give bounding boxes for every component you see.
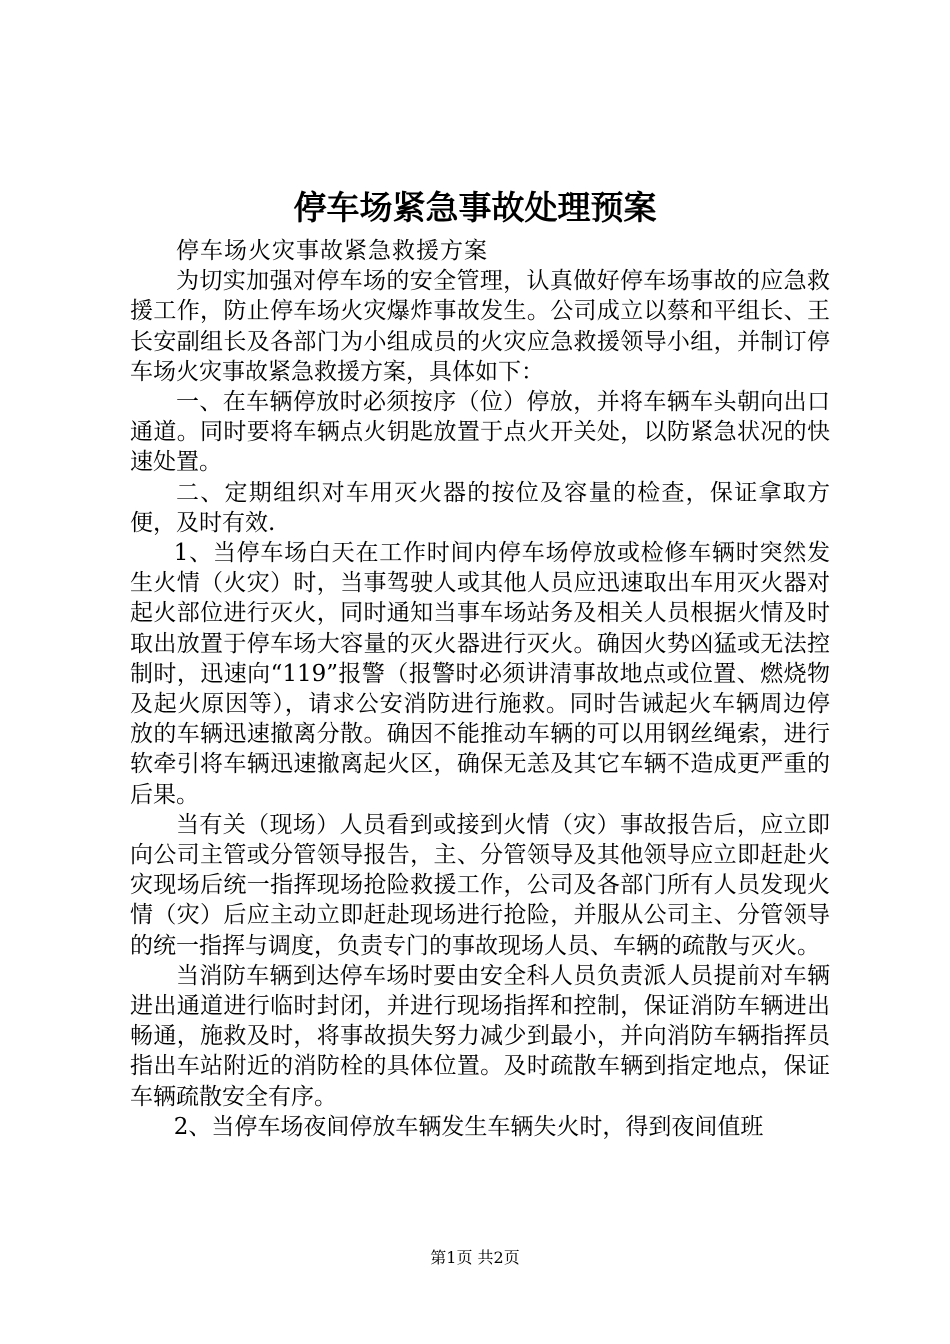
paragraph-report: 当有关（现场）人员看到或接到火情（灾）事故报告后，应立即向公司主管或分管领导报告，主、分管领导及其他领导应立即赶赴火灾现场后统一指挥现场抢险救援工作，公司及各部门所有人员发现火情（灾）后应主动立即赶赴现场进行抢险，并服从公司主、分管领导的统一指挥与调度，负责专门的事故现场人员、车辆的疏散与灭火。 <box>130 811 830 959</box>
paragraph-fire-engine: 当消防车辆到达停车场时要由安全科人员负责派人员提前对车辆进出通道进行临时封闭，并进行现场指挥和控制，保证消防车辆进出畅通，施救及时，将事故损失努力减少到最小，并向消防车辆指挥员指出车站附近的消防栓的具体位置。及时疏散车辆到指定地点，保证车辆疏散安全有序。 <box>130 962 830 1110</box>
page-footer: 第1页 共2页 <box>430 1248 520 1267</box>
document-body <box>130 236 830 1142</box>
paragraph-intro: 为切实加强对停车场的安全管理，认真做好停车场事故的应急救援工作，防止停车场火灾爆炸事故发生。公司成立以蔡和平组长、王长安副组长及各部门为小组成员的火灾应急救援领导小组，并制订停车场火灾事故紧急救援方案，具体如下： <box>130 268 830 385</box>
section-subtitle: 停车场火灾事故紧急救援方案 <box>176 238 488 264</box>
document-title: 停车场紧急事故处理预案 <box>293 188 657 227</box>
paragraph-item-1: 一、在车辆停放时必须按序（位）停放，并将车辆车头朝向出口通道。同时要将车辆点火钥匙放置于点火开关处，以防紧急状况的快速处置。 <box>130 389 830 476</box>
paragraph-nighttime-fire: 2、当停车场夜间停放车辆发生车辆失火时，得到夜间值班 <box>173 1113 764 1140</box>
paragraph-daytime-fire: 1、当停车场白天在工作时间内停车场停放或检修车辆时突然发生火情（火灾）时，当事驾驶人或其他人员应迅速取出车用灭火器对起火部位进行灭火，同时通知当事车场站务及相关人员根据火情及时取出放置于停车场大容量的灭火器进行灭火。确因火势凶猛或无法控制时，迅速向“119”报警（报警时必须讲清事故地点或位置、燃烧物及起火原因等），请求公安消防进行施救。同时告诫起火车辆周边停放的车辆迅速撤离分散。确因不能推动车辆的可以用钢丝绳索，进行软牵引将车辆迅速撤离起火区，确保无恙及其它车辆不造成更严重的后果。 <box>130 540 830 808</box>
paragraph-item-2: 二、定期组织对车用灭火器的按位及容量的检查，保证拿取方便，及时有效. <box>130 479 830 536</box>
